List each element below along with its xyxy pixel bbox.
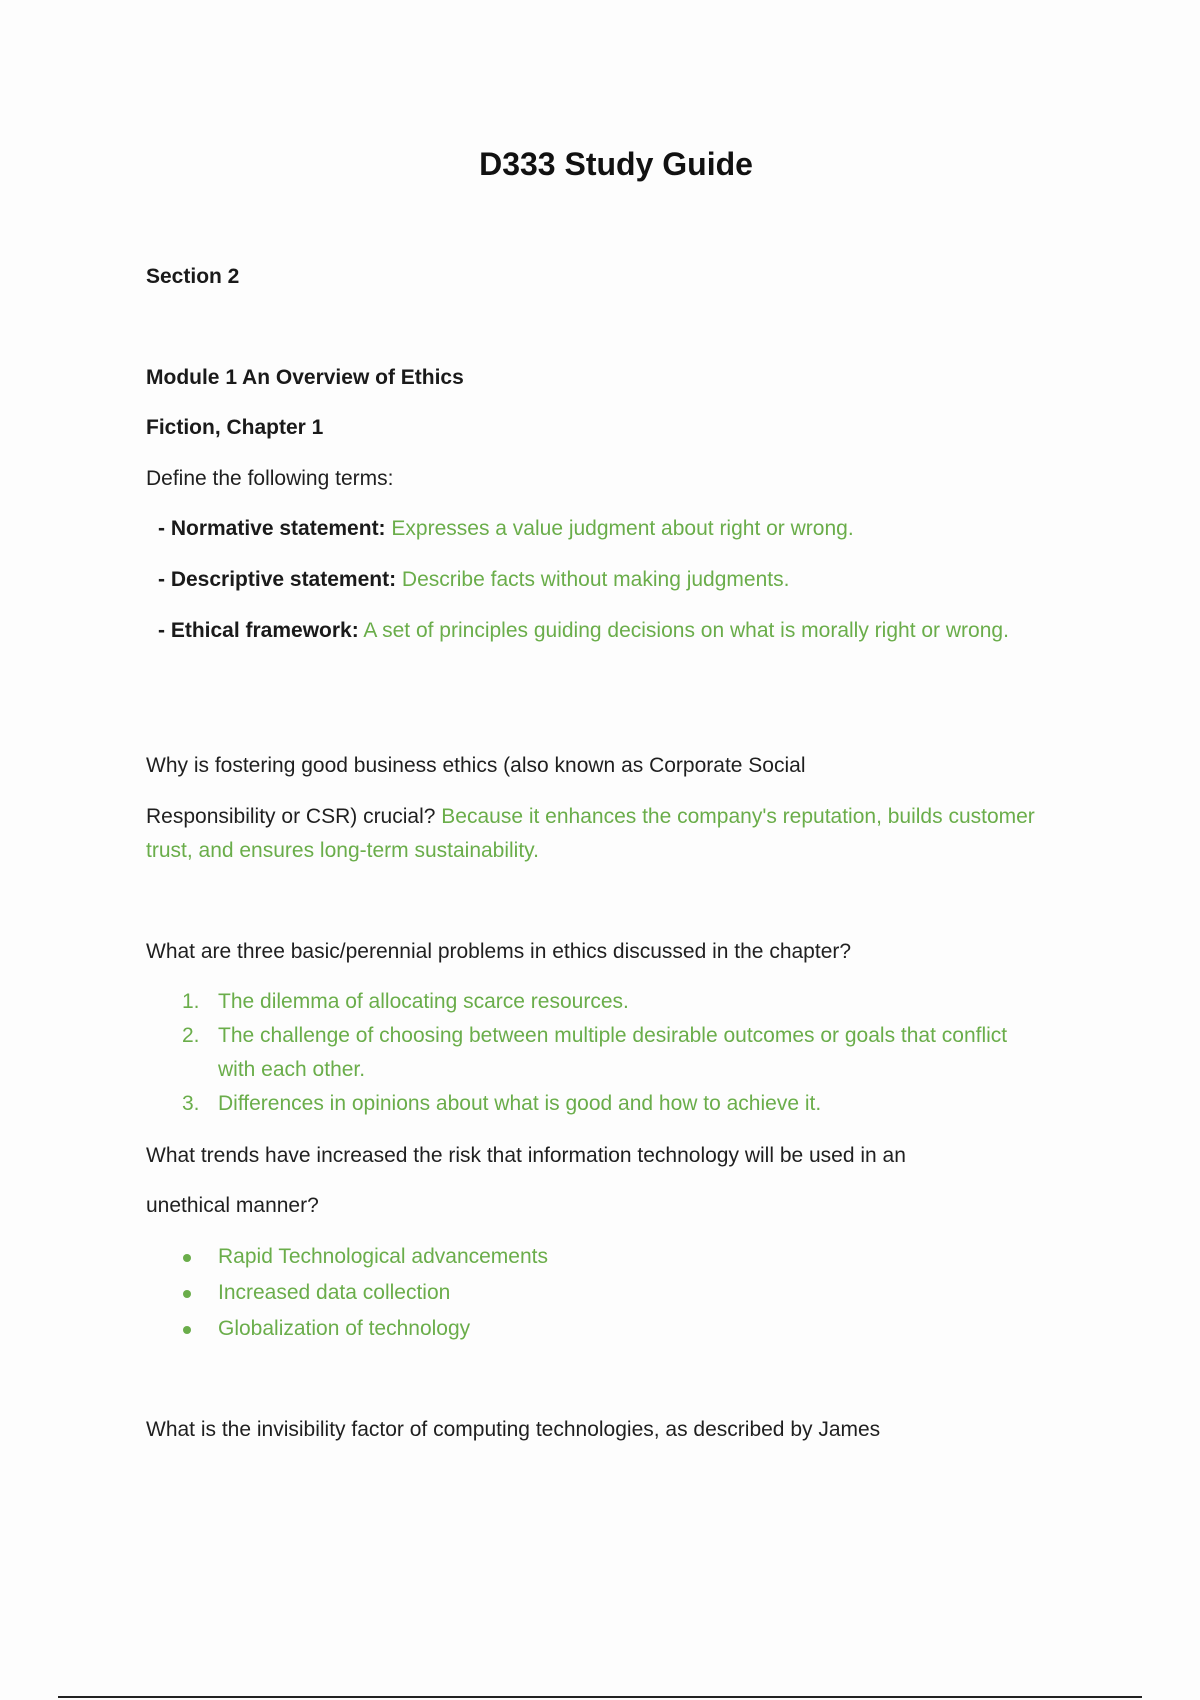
- reading-heading: Fiction, Chapter 1: [146, 416, 324, 439]
- question-trends-line1: What trends have increased the risk that information technology will be used in an: [146, 1144, 906, 1167]
- list-number: 3.: [182, 1092, 200, 1115]
- question-invisibility: What is the invisibility factor of computing technologies, as described by James: [146, 1418, 881, 1441]
- list-item-text: The dilemma of allocating scarce resources.: [218, 990, 629, 1013]
- term-item: [146, 512, 1046, 546]
- module-heading: Module 1 An Overview of Ethics: [146, 366, 464, 389]
- question-csr-line2: Responsibility or CSR) crucial?: [146, 805, 436, 828]
- page-footer-divider: [58, 1696, 1142, 1698]
- term-label: Descriptive statement:: [170, 568, 397, 591]
- term-item: [146, 563, 1046, 597]
- question-trends-line2: unethical manner?: [146, 1194, 319, 1217]
- list-item-text: Rapid Technological advancements: [218, 1245, 548, 1268]
- list-number: 2.: [182, 1024, 200, 1047]
- term-label: Normative statement:: [170, 517, 386, 540]
- list-item-text: Globalization of technology: [218, 1317, 471, 1340]
- question-problems: What are three basic/perennial problems in ethics discussed in the chapter?: [146, 940, 852, 963]
- list-number: 1.: [182, 990, 200, 1013]
- list-item-text: Differences in opinions about what is good and how to achieve it.: [218, 1092, 822, 1115]
- list-item: [146, 1239, 1046, 1275]
- term-dash: -: [158, 517, 171, 540]
- list-item: [146, 1087, 1046, 1121]
- bullet-icon: [183, 1254, 191, 1262]
- bullet-icon: [183, 1290, 191, 1298]
- term-dash: -: [158, 568, 171, 591]
- bullet-icon: [183, 1326, 191, 1334]
- question-csr-line1: Why is fostering good business ethics (also known as Corporate Social: [146, 754, 806, 777]
- list-item-text: Increased data collection: [218, 1281, 451, 1304]
- list-item: [146, 1275, 1046, 1311]
- trends-list: [146, 1239, 1046, 1347]
- term-definition: Expresses a value judgment about right or wrong.: [391, 517, 854, 540]
- document-title: D333 Study Guide: [479, 146, 753, 182]
- question-csr: [146, 800, 1046, 868]
- problems-list: [146, 985, 1046, 1121]
- answer-csr: Because it enhances the company's reputation, builds customer trust, and ensures long-term sustainability.: [146, 805, 1035, 862]
- define-prompt: Define the following terms:: [146, 467, 394, 490]
- term-definition: Describe facts without making judgments.: [401, 568, 790, 591]
- list-item: [146, 1019, 1046, 1087]
- term-dash: -: [158, 619, 171, 642]
- list-item: [146, 1311, 1046, 1347]
- section-heading: Section 2: [146, 265, 240, 288]
- list-item: [146, 985, 1046, 1019]
- term-definition: A set of principles guiding decisions on what is morally right or wrong.: [363, 619, 1009, 642]
- term-label: Ethical framework:: [170, 619, 359, 642]
- list-item-text: The challenge of choosing between multiple desirable outcomes or goals that conflict with each other.: [218, 1024, 1008, 1081]
- term-item: [146, 614, 1046, 648]
